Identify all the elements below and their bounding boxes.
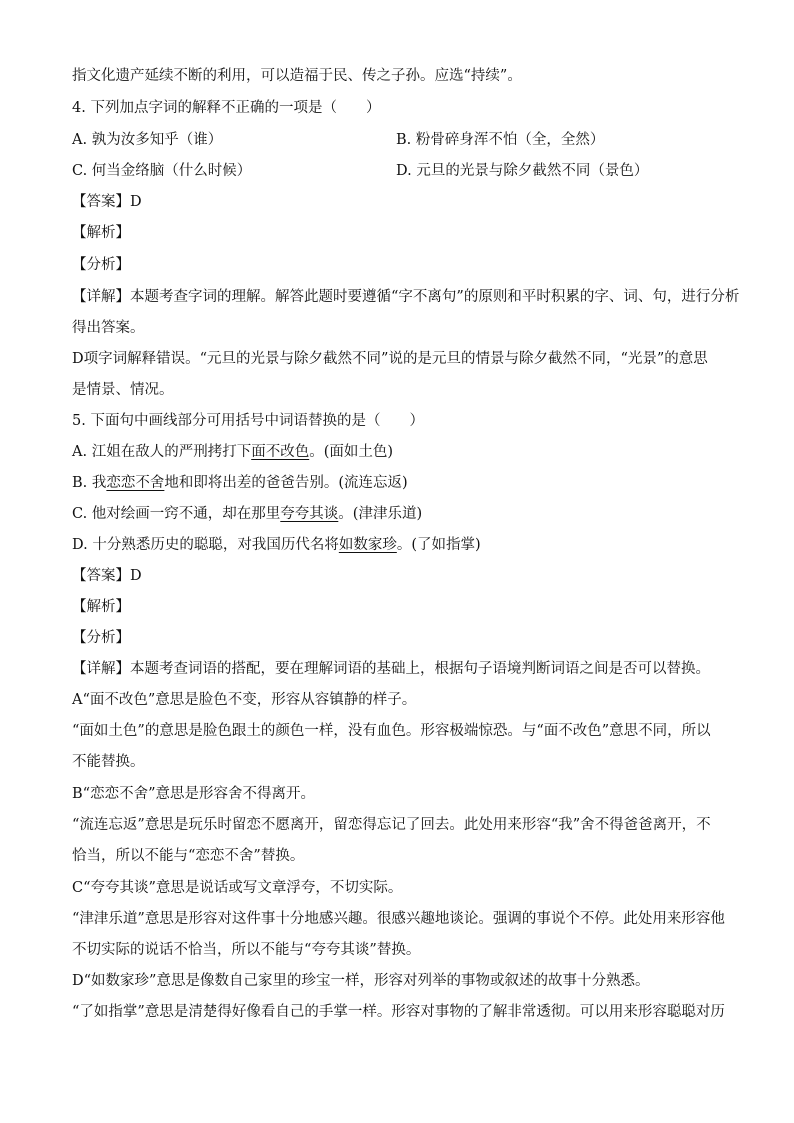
q4-answer: 【答案】D xyxy=(72,194,142,210)
q4-detail-line: 【详解】本题考查字词的理解。解答此题时要遵循“字不离句”的原则和平时积累的字、词、句，进行分析 xyxy=(72,289,740,305)
q5-option-a xyxy=(72,442,732,462)
q5-option-c xyxy=(72,504,732,524)
option-text: 地和即将出差的爸爸告别。(流连忘返) xyxy=(164,475,408,491)
q4-detail-line: D项字词解释错误。“元旦的光景与除夕截然不同”说的是元旦的情景与除夕截然不同，“光景”的意思 xyxy=(72,351,708,367)
q5-option-b xyxy=(72,473,732,493)
q4-detail-line: 是情景、情况。 xyxy=(72,382,174,398)
q5-detail-line: C“夸夸其谈”意思是说话或写文章浮夸，不切实际。 xyxy=(72,880,403,896)
q5-detail-line: “津津乐道”意思是形容对这件事十分地感兴趣。很感兴趣地谈论。强调的事说个不停。此处用来形容他 xyxy=(72,911,725,927)
q5-detail-line: “了如指掌”意思是清楚得好像看自己的手掌一样。形容对事物的了解非常透彻。可以用来形容聪聪对历 xyxy=(72,1004,725,1020)
option-text: B. 我 xyxy=(72,475,107,491)
q5-detail-line: 【详解】本题考查词语的搭配，要在理解词语的基础上，根据句子语境判断词语之间是否可以替换。 xyxy=(72,661,710,677)
q4-option-b: B. 粉骨碎身浑不怕（全，全然） xyxy=(396,132,605,148)
option-text: A. 江姐在敌人的严刑拷打下 xyxy=(72,444,252,460)
option-text: 。(面如土色) xyxy=(309,444,394,460)
option-text: D. 十分熟悉历史的聪聪，对我国历代名将 xyxy=(72,537,339,553)
q4-option-d: D. 元旦的光景与除夕截然不同（景色） xyxy=(396,163,649,179)
q5-detail-line: D“如数家珍”意思是像数自己家里的珍宝一样，形容对列举的事物或叙述的故事十分熟悉。 xyxy=(72,973,650,989)
underlined-phrase: 恋恋不舍 xyxy=(106,475,165,491)
q5-fenxi-label: 【分析】 xyxy=(72,630,130,646)
q5-detail-line: B“恋恋不舍”意思是形容舍不得离开。 xyxy=(72,786,315,802)
q5-detail-line: “面如土色”的意思是脸色跟土的颜色一样，没有血色。形容极端惊恐。与“面不改色”意思不同，所以 xyxy=(72,723,711,739)
q4-option-c: C. 何当金络脑（什么时候） xyxy=(72,163,252,179)
underlined-phrase: 如数家珍 xyxy=(338,537,397,553)
q5-detail-line: “流连忘返”意思是玩乐时留恋不愿离开，留恋得忘记了回去。此处用来形容“我”舍不得爸爸离开，不 xyxy=(72,817,711,833)
question-5-stem: 5. 下面句中画线部分可用括号中词语替换的是（ ） xyxy=(72,413,424,429)
text-line: 指文化遗产延续不断的利用，可以造福于民、传之子孙。应选“持续”。 xyxy=(72,68,522,84)
q4-fenxi-label: 【分析】 xyxy=(72,257,130,273)
q5-jiexi-label: 【解析】 xyxy=(72,599,130,615)
question-4-stem: 4. 下列加点字词的解释不正确的一项是（ ） xyxy=(72,100,381,116)
q4-detail-line: 得出答案。 xyxy=(72,320,145,336)
q5-detail-line: 不能替换。 xyxy=(72,754,145,770)
q5-detail-line: 恰当，所以不能与“恋恋不舍”替换。 xyxy=(72,848,305,864)
q5-detail-line: 不切实际的说话不恰当，所以不能与“夸夸其谈”替换。 xyxy=(72,942,421,958)
q5-answer: 【答案】D xyxy=(72,568,142,584)
underlined-phrase: 夸夸其谈 xyxy=(280,506,339,522)
option-text: C. 他对绘画一窍不通，却在那里 xyxy=(72,506,281,522)
underlined-phrase: 面不改色 xyxy=(251,444,310,460)
q4-jiexi-label: 【解析】 xyxy=(72,225,130,241)
q4-option-a: A. 孰为汝多知乎（谁） xyxy=(72,132,223,148)
option-text: 。(了如指掌) xyxy=(396,537,481,553)
option-text: 。(津津乐道) xyxy=(338,506,423,522)
q5-option-d xyxy=(72,535,732,555)
q5-detail-line: A“面不改色”意思是脸色不变，形容从容镇静的样子。 xyxy=(72,692,417,708)
